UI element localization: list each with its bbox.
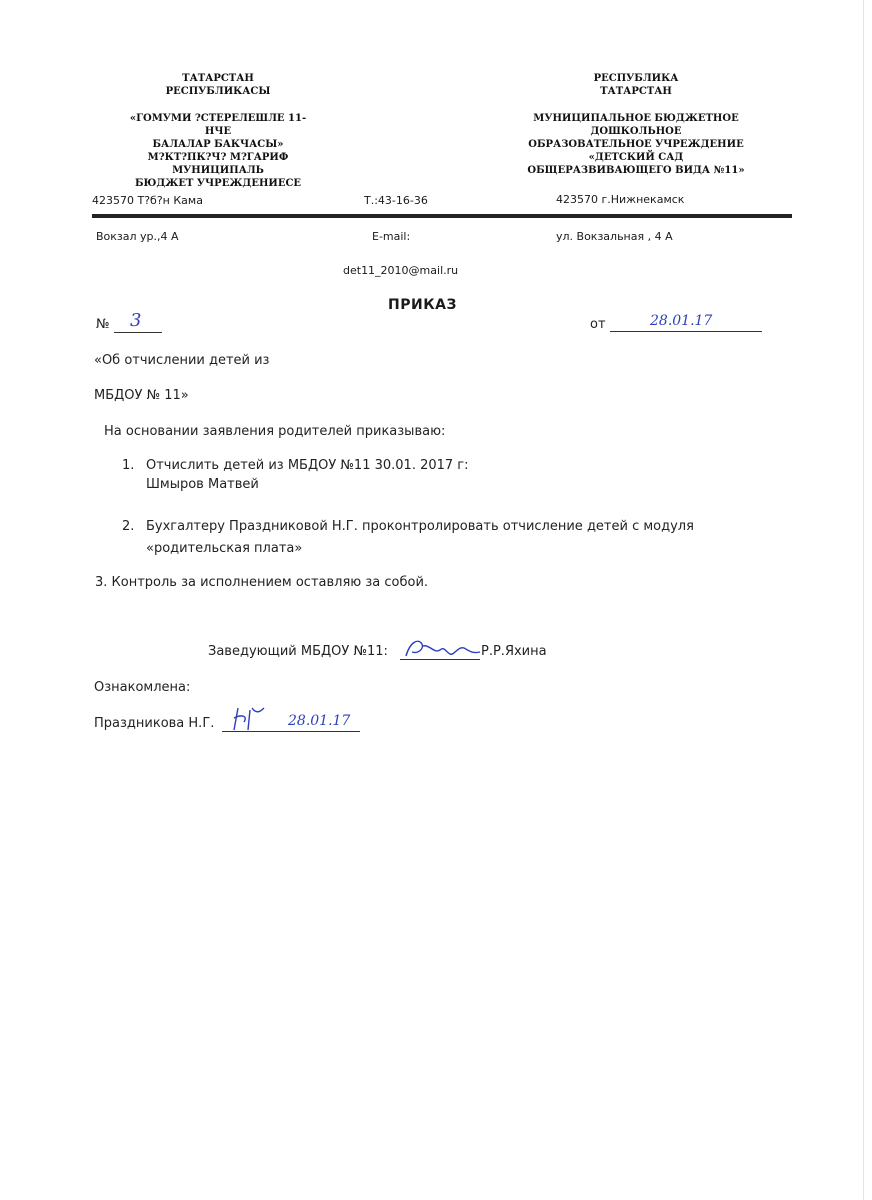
header-divider	[92, 214, 792, 218]
acquainted-label: Ознакомлена:	[94, 680, 191, 695]
header-left-line6: МУНИЦИПАЛЬ	[172, 165, 264, 176]
order-date-underline	[610, 331, 762, 332]
acquainted-date-handwritten: 28.01.17	[288, 713, 351, 729]
item1-number: 1.	[122, 458, 135, 473]
header-right-line3: МУНИЦИПАЛЬНОЕ БЮДЖЕТНОЕ	[533, 113, 739, 124]
header-right-line2: ТАТАРСТАН	[600, 86, 672, 97]
header-left-line2: РЕСПУБЛИКАСЫ	[165, 86, 271, 97]
item1-line-1: Отчислить детей из МБДОУ №11 30.01. 2017 г:	[146, 458, 469, 473]
document-title: ПРИКАЗ	[388, 297, 457, 313]
header-right-line4: ДОШКОЛЬНОЕ	[590, 126, 682, 137]
order-number-label: №	[96, 317, 110, 332]
item2-line-1: Бухгалтеру Праздниковой Н.Г. проконтролировать отчисление детей с модуля	[146, 519, 694, 534]
order-date-label: от	[590, 317, 606, 332]
acquainted-signature-icon	[230, 704, 270, 734]
header-right-line5: ОБРАЗОВАТЕЛЬНОЕ УЧРЕЖДЕНИЕ	[528, 139, 744, 150]
basis-text: На основании заявления родителей приказываю:	[104, 424, 446, 439]
item1-line-2: Шмыров Матвей	[146, 477, 259, 492]
acquainted-name: Праздникова Н.Г.	[94, 716, 215, 731]
address-right-1: 423570 г.Нижнекамск	[556, 193, 685, 206]
header-left-line1: ТАТАРСТАН	[182, 73, 254, 84]
email-label: E-mail:	[372, 230, 411, 243]
address-left-2: Вокзал ур.,4 А	[96, 230, 179, 243]
header-left-line3: «ГОМУМИ ?СТЕРЕЛЕШЛЕ 11-НЧЕ	[129, 113, 307, 137]
header-right-line1: РЕСПУБЛИКА	[593, 73, 679, 84]
header-right-line7: ОБЩЕРАЗВИВАЮЩЕГО ВИДА №11»	[527, 165, 745, 176]
phone: Т.:43-16-36	[364, 194, 428, 207]
page-edge	[863, 0, 864, 1200]
header-left-line4: БАЛАЛАР БАКЧАСЫ»	[152, 139, 284, 150]
acquainted-underline	[222, 731, 360, 732]
order-number-handwritten: 3	[130, 310, 142, 331]
address-right-2: ул. Вокзальная , 4 А	[556, 230, 673, 243]
header-left-line7: БЮДЖЕТ УЧРЕЖДЕНИЕСЕ	[134, 178, 302, 189]
header-left-line5: М?КТ?ПК?Ч? М?ГАРИФ	[147, 152, 289, 163]
head-name: Р.Р.Яхина	[481, 644, 547, 659]
item2-number: 2.	[122, 519, 135, 534]
email-address: det11_2010@mail.ru	[343, 264, 459, 277]
order-number-underline	[114, 332, 162, 333]
header-right-block	[516, 72, 756, 177]
head-signature-underline	[400, 659, 480, 660]
subject-line-1: «Об отчислении детей из	[94, 353, 270, 368]
subject-line-2: МБДОУ № 11»	[94, 388, 189, 403]
item3-text: 3. Контроль за исполнением оставляю за собой.	[95, 575, 429, 590]
address-left-1: 423570 Т?б?н Кама	[92, 194, 203, 207]
item2-line-2: «родительская плата»	[146, 541, 303, 556]
order-date-handwritten: 28.01.17	[650, 313, 713, 329]
head-label: Заведующий МБДОУ №11:	[208, 644, 388, 659]
header-left-block	[118, 72, 318, 190]
header-right-line6: «ДЕТСКИЙ САД	[588, 152, 684, 163]
